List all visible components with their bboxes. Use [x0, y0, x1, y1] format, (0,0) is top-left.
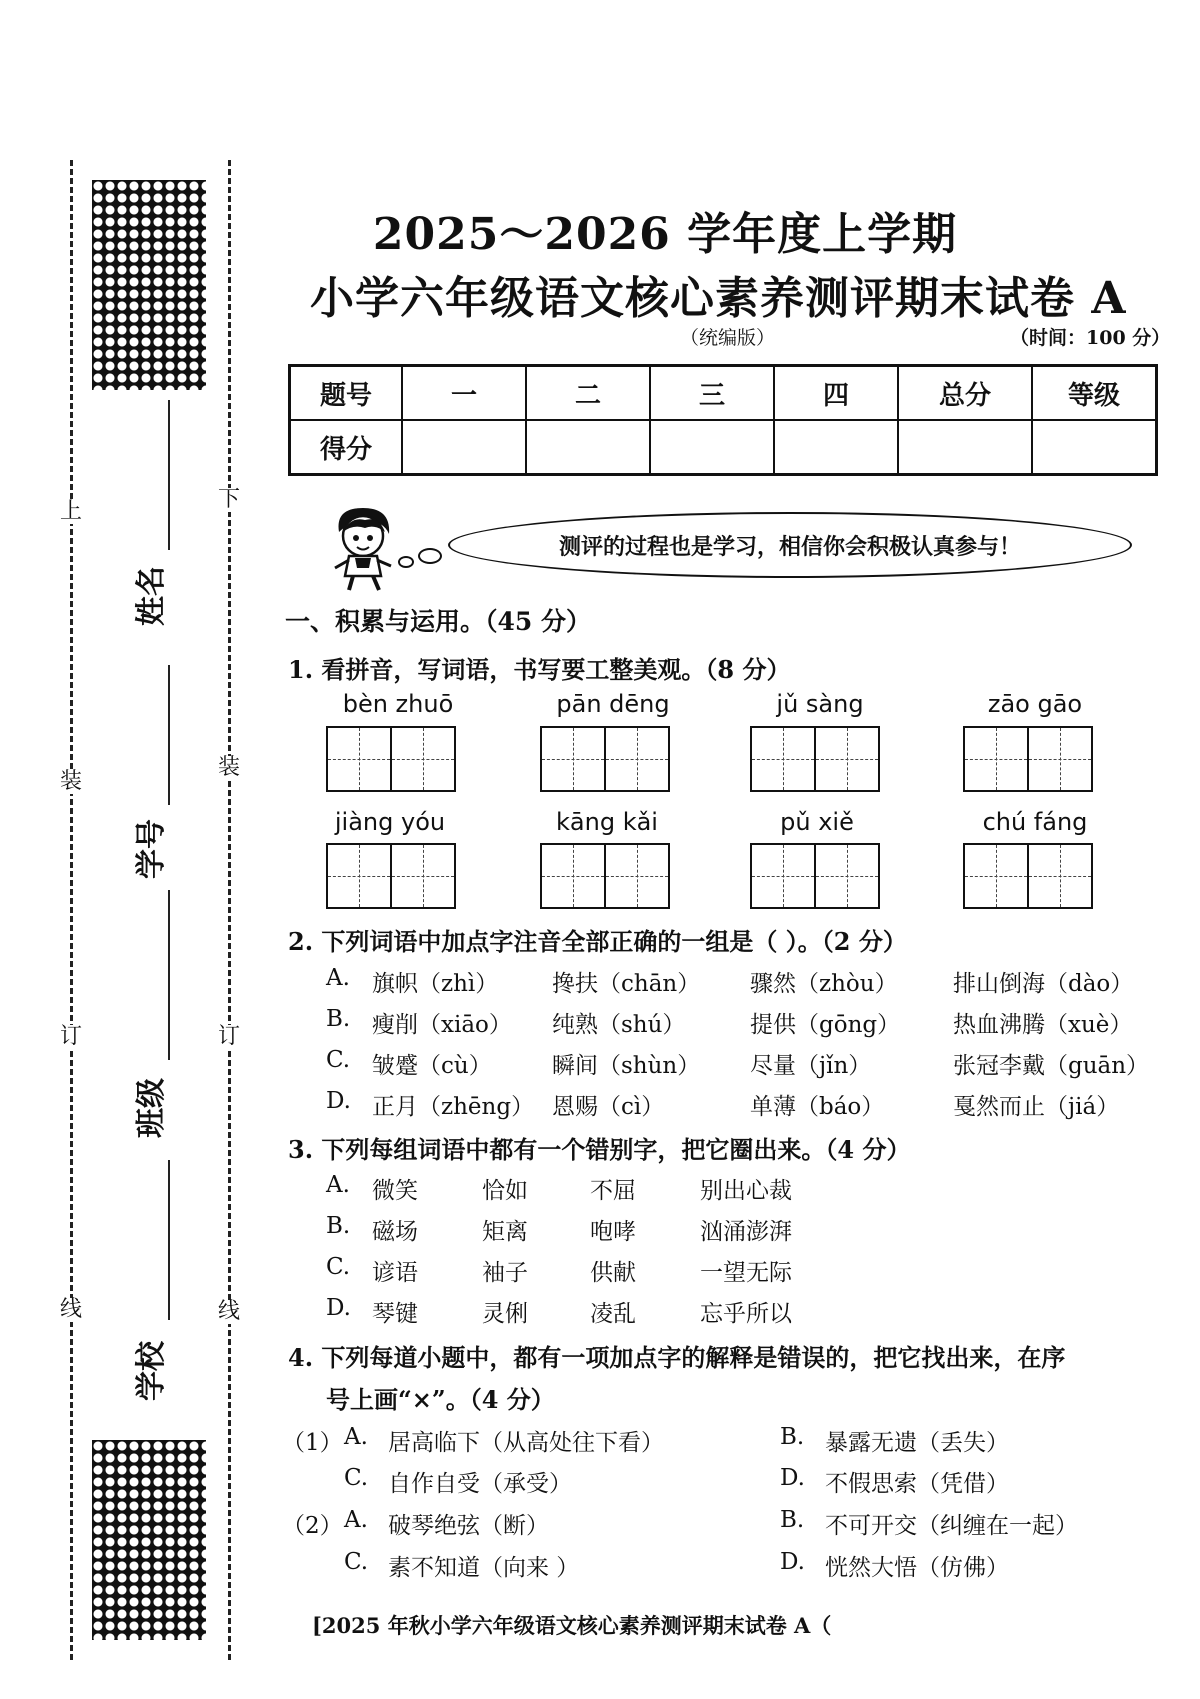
- writing-grid[interactable]: [963, 726, 1093, 792]
- q2-text: 2. 下列词语中加点字注音全部正确的一组是（ ）。（2 分）: [288, 927, 907, 956]
- score-cell[interactable]: [402, 420, 526, 475]
- field-label-class: 班级: [134, 1078, 169, 1138]
- score-cell[interactable]: [898, 420, 1032, 475]
- section1-heading: 一、积累与运用。（45 分）: [285, 607, 591, 636]
- q4-option-text: 自作自受（承受）: [388, 1471, 572, 1497]
- q3-text: 3. 下列每组词语中都有一个错别字，把它圈出来。（4 分）: [288, 1135, 911, 1164]
- pinyin-label: kāng kǎi: [556, 808, 658, 836]
- score-table-header-row: [290, 366, 1157, 421]
- q4-option-text: 暴露无遗（丢失）: [825, 1430, 1009, 1456]
- edition-label: （统编版）: [680, 327, 776, 349]
- q3-word[interactable]: 一望无际: [700, 1260, 792, 1286]
- q4-option-letter[interactable]: B.: [780, 1507, 805, 1533]
- field-line-name[interactable]: [168, 400, 170, 550]
- q3-word[interactable]: 别出心裁: [700, 1178, 792, 1204]
- writing-grid[interactable]: [750, 843, 880, 909]
- q2-option-item: 皱蹙（cù）: [372, 1053, 492, 1079]
- q4-option-text: 不假思索（凭借）: [825, 1471, 1009, 1497]
- score-table: [288, 364, 1158, 476]
- cut-char-ding-left: 订: [59, 1024, 82, 1049]
- q2-option-item: 瘦削（xiāo）: [372, 1012, 512, 1038]
- writing-grid[interactable]: [326, 726, 456, 792]
- q4-option-text: 破琴绝弦（断）: [388, 1513, 549, 1539]
- thought-bubble-small: [398, 556, 414, 568]
- q4-option-letter[interactable]: A.: [344, 1507, 368, 1533]
- q3-word[interactable]: 咆哮: [590, 1219, 636, 1245]
- field-line-class[interactable]: [168, 890, 170, 1060]
- score-cell[interactable]: [774, 420, 898, 475]
- q4-group-number: （1）: [282, 1430, 343, 1456]
- score-cell[interactable]: [650, 420, 774, 475]
- q2-option-letter[interactable]: D.: [326, 1088, 351, 1114]
- field-label-student-id: 学号: [134, 819, 169, 879]
- score-header-cell: 二: [526, 366, 650, 421]
- q3-word[interactable]: 矩离: [482, 1219, 528, 1245]
- q2-option-item: 单薄（báo）: [750, 1094, 885, 1120]
- q4-option-letter[interactable]: D.: [780, 1549, 805, 1575]
- score-header-cell: 一: [402, 366, 526, 421]
- pinyin-label: chú fáng: [982, 808, 1088, 836]
- q2-option-item: 尽量（jǐn）: [750, 1053, 872, 1079]
- q2-option-letter[interactable]: C.: [326, 1047, 351, 1073]
- q3-option-letter: D.: [326, 1295, 351, 1321]
- q4-option-letter[interactable]: D.: [780, 1465, 805, 1491]
- cut-line-right: [228, 160, 231, 1660]
- writing-grid[interactable]: [750, 726, 880, 792]
- score-header-cell: 三: [650, 366, 774, 421]
- q3-word[interactable]: 灵俐: [482, 1301, 528, 1327]
- q4-text-line1: 4. 下列每道小题中，都有一项加点字的解释是错误的，把它找出来，在序: [288, 1343, 1066, 1372]
- score-header-cell: 等级: [1032, 366, 1157, 421]
- thought-bubble-medium: [418, 548, 442, 564]
- checker-pattern-top: [92, 180, 206, 390]
- field-line-student-id[interactable]: [168, 665, 170, 805]
- writing-grid[interactable]: [540, 843, 670, 909]
- score-header-cell: 四: [774, 366, 898, 421]
- writing-grid[interactable]: [540, 726, 670, 792]
- q4-group-number: （2）: [282, 1513, 343, 1539]
- checker-pattern-bottom: [92, 1440, 206, 1640]
- q2-option-item: 张冠李戴（guān）: [953, 1053, 1150, 1079]
- mascot-icon: [325, 502, 405, 592]
- q1-text: 1. 看拼音，写词语，书写要工整美观。（8 分）: [288, 655, 791, 684]
- q4-option-text: 素不知道（向来 ）: [388, 1555, 580, 1581]
- q4-option-letter[interactable]: C.: [344, 1465, 369, 1491]
- pinyin-label: zāo gāo: [987, 690, 1083, 718]
- cut-char-xian-right: 线: [217, 1299, 240, 1324]
- cut-char-shang: 上: [59, 499, 82, 524]
- field-line-school[interactable]: [168, 1160, 170, 1320]
- q2-option-item: 排山倒海（dào）: [953, 971, 1134, 997]
- cut-line-left: [70, 160, 73, 1660]
- speech-bubble: 测评的过程也是学习，相信你会积极认真参与！: [448, 512, 1132, 578]
- pinyin-label: jǔ sàng: [776, 690, 864, 718]
- q2-option-item: 热血沸腾（xuè）: [953, 1012, 1133, 1038]
- q3-word[interactable]: 供献: [590, 1260, 636, 1286]
- exam-title-line2: 小学六年级语文核心素养测评期末试卷 A: [310, 273, 1127, 324]
- q4-text-line2: 号上画“×”。（4 分）: [326, 1385, 555, 1414]
- q4-option-text: 不可开交（纠缠在一起）: [825, 1513, 1078, 1539]
- q3-option-letter: B.: [326, 1213, 351, 1239]
- q4-option-letter[interactable]: C.: [344, 1549, 369, 1575]
- q2-option-item: 提供（gōng）: [750, 1012, 901, 1038]
- writing-grid[interactable]: [963, 843, 1093, 909]
- score-cell[interactable]: [1032, 420, 1157, 475]
- field-label-school: 学校: [134, 1341, 169, 1401]
- cut-char-xian-left: 线: [59, 1297, 82, 1322]
- q3-word[interactable]: 忘乎所以: [700, 1301, 792, 1327]
- score-cell[interactable]: [526, 420, 650, 475]
- cut-char-zhuang-right: 装: [217, 755, 240, 780]
- q3-word[interactable]: 微笑: [372, 1178, 418, 1204]
- q4-option-letter[interactable]: A.: [344, 1424, 368, 1450]
- q2-option-item: 瞬间（shùn）: [552, 1053, 701, 1079]
- cut-char-ding-right: 订: [217, 1024, 240, 1049]
- q3-word[interactable]: 凌乱: [590, 1301, 636, 1327]
- score-header-cell: 题号: [290, 366, 403, 421]
- q3-word[interactable]: 琴键: [372, 1301, 418, 1327]
- q4-option-text: 居高临下（从高处往下看）: [388, 1430, 664, 1456]
- q3-option-letter: A.: [326, 1172, 350, 1198]
- q3-word[interactable]: 袖子: [482, 1260, 528, 1286]
- q3-word[interactable]: 谚语: [372, 1260, 418, 1286]
- cut-char-zhuang-left: 装: [59, 769, 82, 794]
- score-row-label: 得分: [290, 420, 403, 475]
- page-footer: [2025 年秋小学六年级语文核心素养测评期末试卷 A（: [312, 1613, 832, 1638]
- score-header-cell: 总分: [898, 366, 1032, 421]
- pinyin-label: bèn zhuō: [342, 690, 454, 718]
- q2-option-item: 戛然而止（jiá）: [953, 1094, 1120, 1120]
- exam-title-line1: 2025～2026 学年度上学期: [372, 209, 958, 260]
- q2-option-item: 旗帜（zhì）: [372, 971, 499, 997]
- q2-option-item: 恩赐（cì）: [552, 1094, 665, 1120]
- time-info: （时间：100 分）: [1010, 327, 1171, 349]
- q4-option-text: 恍然大悟（仿佛）: [825, 1555, 1009, 1581]
- q2-option-item: 搀扶（chān）: [552, 971, 701, 997]
- pinyin-label: pǔ xiě: [780, 808, 854, 836]
- q2-option-item: 骤然（zhòu）: [750, 971, 898, 997]
- q3-word[interactable]: 恰如: [482, 1178, 528, 1204]
- q2-option-letter[interactable]: A.: [326, 965, 350, 991]
- q2-option-item: 正月（zhēng）: [372, 1094, 535, 1120]
- q3-word[interactable]: 磁场: [372, 1219, 418, 1245]
- pinyin-label: pān dēng: [556, 690, 670, 718]
- q2-option-item: 纯熟（shú）: [552, 1012, 686, 1038]
- q3-word[interactable]: 不屈: [590, 1178, 636, 1204]
- q3-option-letter: C.: [326, 1254, 351, 1280]
- cut-char-xia: 下: [217, 487, 240, 512]
- writing-grid[interactable]: [326, 843, 456, 909]
- field-label-name: 姓名: [134, 566, 169, 626]
- q2-option-letter[interactable]: B.: [326, 1006, 351, 1032]
- score-table-score-row: [290, 420, 1157, 475]
- q4-option-letter[interactable]: B.: [780, 1424, 805, 1450]
- pinyin-label: jiàng yóu: [334, 808, 446, 836]
- q3-word[interactable]: 汹涌澎湃: [700, 1219, 792, 1245]
